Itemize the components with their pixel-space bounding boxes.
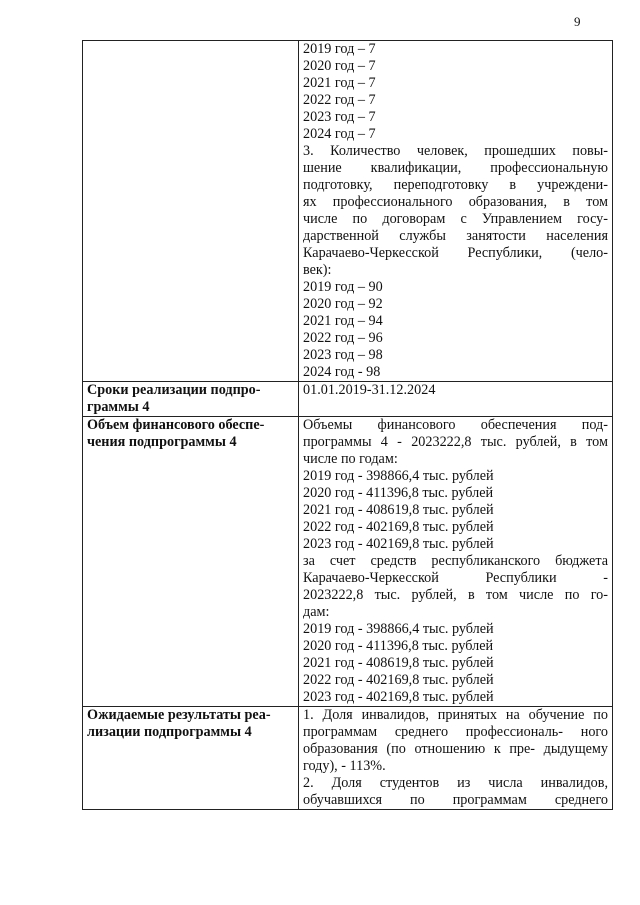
- list-item: 2022 год - 402169,8 тыс. рублей: [303, 519, 494, 535]
- page-number: 9: [574, 14, 581, 29]
- indicator-text-line: шение квалификации, профессиональную: [303, 160, 608, 176]
- table-row: [83, 417, 613, 707]
- finance-label-cell: [83, 417, 299, 707]
- result-item-2-line: обучавшихся по программам среднего: [303, 792, 608, 808]
- finance-text-line: программы 4 - 2023222,8 тыс. рублей, в том: [303, 434, 608, 450]
- list-item: 2023 год – 98: [303, 347, 383, 363]
- indicator-text-line: дарственной службы занятости населения: [303, 228, 608, 244]
- results-label-line: Ожидаемые результаты реа-: [87, 707, 271, 723]
- indicators-continuation-cell: [299, 41, 613, 382]
- finance-label-line: Объем финансового обеспе-: [87, 417, 265, 433]
- list-item: 2020 год – 7: [303, 58, 376, 74]
- result-item-2-line: 2. Доля студентов из числа инвалидов,: [303, 775, 608, 791]
- indicator-text-line: числе по договорам с Управлением госу-: [303, 211, 608, 227]
- results-label-cell: [83, 707, 299, 810]
- indicator-text-line: 3. Количество человек, прошедших повы-: [303, 143, 608, 159]
- terms-label-line: граммы 4: [87, 399, 150, 415]
- list-item: 2020 год - 411396,8 тыс. рублей: [303, 485, 494, 501]
- finance-text-line: за счет средств республиканского бюджета: [303, 553, 608, 569]
- result-item-1: 1. Доля инвалидов, принятых на обучение по программам среднего профессиональ- ного образования (по отношению к пре- дыдущему году), - 113%.: [303, 707, 608, 774]
- finance-text-line: Карачаево-Черкесской Республики -: [303, 570, 608, 586]
- finance-text-line: 2023222,8 тыс. рублей, в том числе по го-: [303, 587, 608, 603]
- finance-value-cell: [299, 417, 613, 707]
- list-item: 2020 год - 411396,8 тыс. рублей: [303, 638, 494, 654]
- results-value-cell: [299, 707, 613, 810]
- list-item: 2022 год – 7: [303, 92, 376, 108]
- table-row: [83, 707, 613, 810]
- list-item: 2021 год – 7: [303, 75, 376, 91]
- indicator-text-line: ях профессионального образования, в том: [303, 194, 608, 210]
- terms-label-line: Сроки реализации подпро-: [87, 382, 261, 398]
- table-row: [83, 41, 613, 382]
- indicator-text-line: Карачаево-Черкесской Республики, (чело-: [303, 245, 608, 261]
- finance-label-line: чения подпрограммы 4: [87, 434, 237, 450]
- finance-text-line: Объемы финансового обеспечения под-: [303, 417, 608, 433]
- list-item: 2022 год - 402169,8 тыс. рублей: [303, 672, 494, 688]
- list-item: 2019 год - 398866,4 тыс. рублей: [303, 621, 494, 637]
- list-item: 2024 год - 98: [303, 364, 381, 380]
- terms-value: 01.01.2019-31.12.2024: [303, 382, 436, 398]
- empty-label-cell: [83, 41, 299, 382]
- program-passport-table: [82, 40, 613, 810]
- list-item: 2020 год – 92: [303, 296, 383, 312]
- list-item: 2021 год - 408619,8 тыс. рублей: [303, 655, 494, 671]
- list-item: 2023 год - 402169,8 тыс. рублей: [303, 536, 494, 552]
- indicator-text-line: век):: [303, 262, 332, 278]
- list-item: 2019 год – 7: [303, 41, 376, 57]
- list-item: 2024 год – 7: [303, 126, 376, 142]
- table-row: [83, 382, 613, 417]
- list-item: 2021 год - 408619,8 тыс. рублей: [303, 502, 494, 518]
- results-label-line: лизации подпрограммы 4: [87, 724, 252, 740]
- list-item: 2022 год – 96: [303, 330, 383, 346]
- finance-text-line: числе по годам:: [303, 451, 398, 467]
- list-item: 2019 год – 90: [303, 279, 383, 295]
- list-item: 2021 год – 94: [303, 313, 383, 329]
- finance-text-line: дам:: [303, 604, 330, 620]
- list-item: 2023 год - 402169,8 тыс. рублей: [303, 689, 494, 705]
- terms-label-cell: [83, 382, 299, 417]
- list-item: 2019 год - 398866,4 тыс. рублей: [303, 468, 494, 484]
- list-item: 2023 год – 7: [303, 109, 376, 125]
- terms-value-cell: [299, 382, 613, 417]
- indicator-text-line: подготовку, переподготовку в учреждени-: [303, 177, 608, 193]
